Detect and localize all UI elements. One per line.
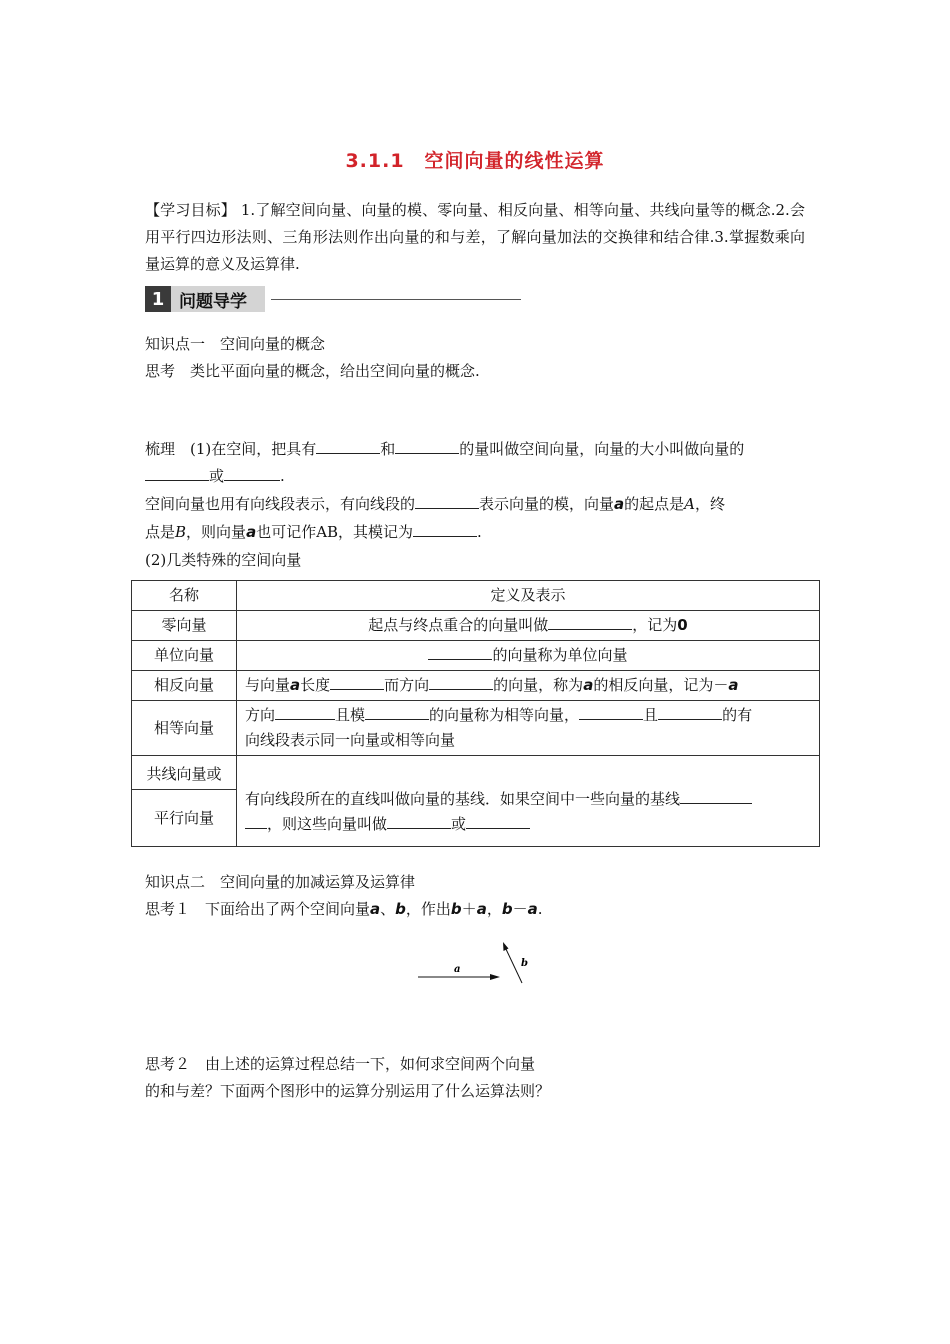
fill-blank[interactable] bbox=[680, 787, 752, 804]
knowledge-point-2-heading: 知识点二 空间向量的加减运算及运算律 bbox=[145, 873, 416, 891]
table-row bbox=[132, 701, 820, 756]
text-span: 点是 bbox=[145, 523, 176, 541]
table-header-name: 名称 bbox=[132, 581, 237, 611]
sort-line-3 bbox=[145, 491, 725, 518]
vector-symbol: a bbox=[476, 900, 487, 918]
sort-line-2: 或 . bbox=[145, 463, 285, 490]
fill-blank[interactable] bbox=[224, 464, 280, 481]
text-span: ，记为 bbox=[632, 616, 678, 634]
page-title: 3.1.1 空间向量的线性运算 bbox=[345, 150, 605, 172]
text-span: 且 bbox=[643, 706, 659, 724]
text-span: 起点与终点重合的向量叫做 bbox=[368, 616, 549, 634]
knowledge-point-1-heading: 知识点一 空间向量的概念 bbox=[145, 335, 326, 353]
text-span: 的有 bbox=[722, 706, 753, 724]
learning-objectives bbox=[145, 197, 805, 278]
vector-symbol: a bbox=[370, 900, 381, 918]
sort-line-4 bbox=[145, 519, 482, 546]
fill-blank[interactable] bbox=[275, 703, 335, 720]
text-span: ， bbox=[486, 900, 502, 918]
fill-blank[interactable] bbox=[413, 520, 477, 537]
text-span: . bbox=[537, 900, 543, 918]
fill-blank[interactable] bbox=[658, 703, 722, 720]
text-span: ，则向量 bbox=[186, 523, 247, 541]
text-span: 且模 bbox=[335, 706, 366, 724]
text-span: 也可记作AB，其模记为 bbox=[256, 523, 414, 541]
text-span: 的量叫做空间向量，向量的大小叫做向量的 bbox=[459, 440, 745, 458]
table-header-row bbox=[132, 581, 820, 611]
row-name: 平行向量 bbox=[132, 790, 237, 847]
text-span: 或 bbox=[451, 815, 467, 833]
text-span: 表示向量的模，向量 bbox=[479, 495, 615, 513]
vector-b-line bbox=[505, 947, 522, 983]
vector-a-label: a bbox=[454, 964, 461, 975]
point-symbol: A bbox=[684, 495, 696, 513]
row-name: 相反向量 bbox=[132, 671, 237, 701]
fill-blank[interactable] bbox=[466, 812, 530, 829]
text-span: 长度 bbox=[300, 676, 331, 694]
row-definition bbox=[237, 671, 820, 701]
section-title: 问题导学 bbox=[171, 286, 265, 312]
fill-blank[interactable] bbox=[428, 643, 492, 660]
fill-blank[interactable] bbox=[429, 673, 493, 690]
text-span: － bbox=[512, 900, 528, 918]
fill-blank[interactable] bbox=[245, 812, 267, 829]
row-name: 单位向量 bbox=[132, 641, 237, 671]
table-row bbox=[132, 671, 820, 701]
vector-symbol: a bbox=[527, 900, 538, 918]
text-span: ，终 bbox=[695, 495, 726, 513]
vector-symbol: b bbox=[501, 900, 513, 918]
fill-blank[interactable] bbox=[145, 464, 209, 481]
text-span: 而方向 bbox=[384, 676, 430, 694]
vector-b-arrowhead bbox=[503, 942, 509, 951]
fill-blank[interactable] bbox=[330, 673, 384, 690]
text-span: . bbox=[477, 523, 482, 541]
table-row bbox=[132, 641, 820, 671]
objectives-text: 1.了解空间向量、向量的模、零向量、相反向量、相等向量、共线向量等的概念.2.会用平行四边形法则、三角形法则作出向量的和与差，了解向量加法的交换律和结合律.3.掌握数乘向量运算的意义及运算律. bbox=[145, 201, 805, 273]
table-header-definition: 定义及表示 bbox=[237, 581, 820, 611]
zero-vector-symbol: 0 bbox=[677, 616, 688, 634]
fill-blank[interactable] bbox=[579, 703, 643, 720]
fill-blank[interactable] bbox=[395, 437, 459, 454]
fill-blank[interactable] bbox=[415, 492, 479, 509]
vector-symbol: a bbox=[583, 676, 594, 694]
point-symbol: B bbox=[175, 523, 187, 541]
special-vectors-table bbox=[131, 580, 820, 847]
text-span: 方向 bbox=[245, 706, 276, 724]
row-name: 共线向量或 bbox=[132, 756, 237, 790]
section-divider bbox=[271, 299, 521, 300]
vector-symbol: b bbox=[450, 900, 462, 918]
fill-blank[interactable] bbox=[548, 613, 632, 630]
text-span: ＋ bbox=[461, 900, 477, 918]
think-prompt-2-1 bbox=[145, 896, 543, 923]
text-span: ，则这些向量叫做 bbox=[267, 815, 388, 833]
vector-symbol: a bbox=[246, 523, 257, 541]
text-span: 空间向量也用有向线段表示，有向线段的 bbox=[145, 495, 416, 513]
vector-symbol: a bbox=[614, 495, 625, 513]
text-span: 向线段表示同一向量或相等向量 bbox=[245, 731, 456, 749]
text-span: 梳理 (1)在空间，把具有 bbox=[145, 440, 317, 458]
text-span: 的向量，称为 bbox=[493, 676, 584, 694]
vectors-a-b-figure bbox=[410, 935, 540, 990]
vector-symbol: a bbox=[728, 676, 739, 694]
text-span: 有向线段所在的直线叫做向量的基线．如果空间中一些向量的基线 bbox=[245, 790, 681, 808]
fill-blank[interactable] bbox=[316, 437, 380, 454]
fill-blank[interactable] bbox=[387, 812, 451, 829]
text-span: 、 bbox=[380, 900, 396, 918]
text-span: 与向量 bbox=[245, 676, 291, 694]
fill-blank[interactable] bbox=[365, 703, 429, 720]
text-span: 思考１ 下面给出了两个空间向量 bbox=[145, 900, 371, 918]
text-span: 的向量称为单位向量 bbox=[492, 646, 628, 664]
subheading-special-vectors: (2)几类特殊的空间向量 bbox=[145, 551, 302, 569]
row-definition bbox=[237, 641, 820, 671]
vector-b-label: b bbox=[521, 958, 528, 969]
vector-symbol: a bbox=[290, 676, 301, 694]
vector-a-arrowhead bbox=[490, 974, 500, 980]
think-prompt-2-2-line-1: 思考２ 由上述的运算过程总结一下，如何求空间两个向量 bbox=[145, 1055, 536, 1073]
sort-line-1 bbox=[145, 436, 744, 463]
text-span: 或 bbox=[209, 467, 225, 485]
table-row bbox=[132, 611, 820, 641]
row-definition bbox=[237, 701, 820, 756]
text-span: ，作出 bbox=[405, 900, 451, 918]
row-name: 相等向量 bbox=[132, 701, 237, 756]
row-definition bbox=[237, 611, 820, 641]
think-prompt-1: 思考 类比平面向量的概念，给出空间向量的概念. bbox=[145, 362, 480, 380]
table-row bbox=[132, 756, 820, 790]
text-span: 的起点是 bbox=[624, 495, 685, 513]
think-prompt-2-2-line-2: 的和与差？下面两个图形中的运算分别运用了什么运算法则？ bbox=[145, 1082, 551, 1100]
text-span: 的向量称为相等向量， bbox=[429, 706, 580, 724]
objectives-label: 【学习目标】 bbox=[145, 201, 236, 219]
section-number: 1 bbox=[145, 286, 171, 312]
row-definition bbox=[237, 756, 820, 847]
text-span: 和 bbox=[380, 440, 396, 458]
section-header bbox=[145, 285, 521, 313]
row-name: 零向量 bbox=[132, 611, 237, 641]
text-span: 的相反向量，记为－ bbox=[593, 676, 729, 694]
vector-symbol: b bbox=[395, 900, 406, 918]
